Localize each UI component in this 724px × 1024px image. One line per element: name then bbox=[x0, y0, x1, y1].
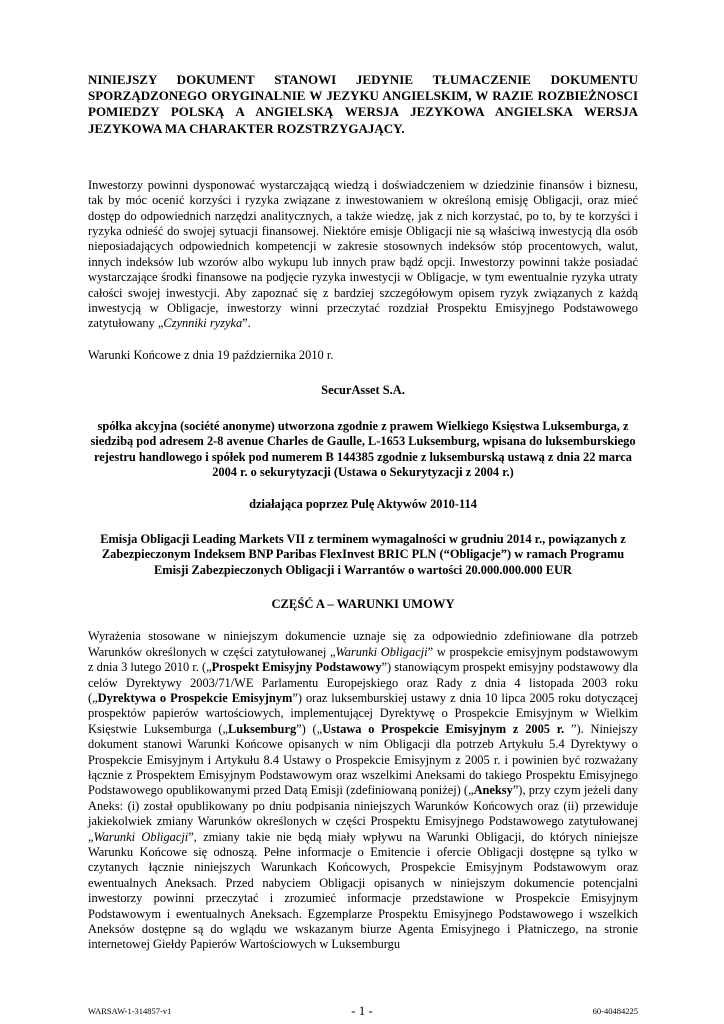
footer-reference-number: 60-40484225 bbox=[592, 1006, 638, 1016]
page-number: - 1 - bbox=[351, 1003, 373, 1018]
final-terms-date: Warunki Końcowe z dnia 19 października 2010 r. bbox=[88, 347, 334, 362]
part-a-heading: CZĘŚĆ A – WARUNKI UMOWY bbox=[271, 596, 455, 611]
footer-document-id: WARSAW-1-314857-v1 bbox=[88, 1006, 172, 1016]
risk-factors-title: Czynniki ryzyka bbox=[163, 316, 243, 331]
investor-warning-paragraph: Inwestorzy powinni dysponować wystarczającą wiedzą i doświadczeniem w dziedzinie finansów i biznesu, tak by móc ocenić korzyści i ryzyka związane z inwestowaniem w określoną emisję Obligacji, oraz mieć dostęp do odpowiednich narzędzi analitycznych, a także wiedzę, jak z nich korzystać, po to, by te korzyści i ryzyka odnieść do swojej sytuacji finansowej. Niektóre emisje Obligacji nie są właściwą inwestycją dla osób nieposiadających odpowiednich kompetencji w zakresie stosownych indeksów stóp procentowych, walut, innych indeksów lub wzorów albo wykupu lub innych praw bądź opcji. Inwestorzy powinni także posiadać wystarczające środki finansowe na podjęcie ryzyka inwestycji w Obligacje, w tym ewentualnie ryzyka utraty całości swojej inwestycji. Aby zapoznać się z bardziej szczegółowym opisem ryzyk związanych z każdą inwestycją w Obligacje, inwestorzy winni przeczytać rozdział Prospektu Emisyjnego Podstawowego zatytułowany „Czynniki ryzyka”. bbox=[88, 177, 638, 331]
issuer-name: SecurAsset S.A. bbox=[321, 383, 405, 398]
issuer-description: spółka akcyjna (société anonyme) utworzona zgodnie z prawem Wielkiego Księstwa Luksemburga, z siedzibą pod adresem 2-8 avenue Charles de Gaulle, L-1653 Luksemburg, wpisana do luksemburskiego rejestru handlowego i spółek pod numerem B 144385 zgodnie z luksemburską ustawą z dnia 22 marca 2004 r. o sekurytyzacji (Ustawa o Sekurytyzacji z 2004 r.) bbox=[90, 418, 636, 479]
terms-paragraph: Wyrażenia stosowane w niniejszym dokumencie uznaje się za odpowiednio zdefiniowane dla potrzeb Warunków określonych w części zatytułowanej „Warunki Obligacji” w prospekcie emisyjnym podstawowym z dnia 3 lutego 2010 r. („Prospekt Emisyjny Podstawowy”) stanowiącym prospekt emisyjny podstawowy dla celów Dyrektywy 2003/71/WE Parlamentu Europejskiego oraz Rady z dnia 4 listopada 2003 roku („Dyrektywa o Prospekcie Emisyjnym”) oraz luksemburskiej ustawy z dnia 10 lipca 2005 roku dotyczącej prospektów papierów wartościowych, implementującej Dyrektywę o Prospekcie Emisyjnym w Wielkim Księstwie Luksemburga („Luksemburg”) („Ustawa o Prospekcie Emisyjnym z 2005 r. ”). Niniejszy dokument stanowi Warunki Końcowe opisanych w nim Obligacji dla potrzeb Artykułu 5.4 Dyrektywy o Prospekcie Emisyjnym i Artykułu 8.4 Ustawy o Prospekcie Emisyjnym z 2005 r. i powinien być rozważany łącznie z Prospektem Emisyjnym Podstawowym oraz wszelkimi Aneksami do takiego Prospektu Emisyjnego Podstawowego opublikowanymi przed Datą Emisji (zdefiniowaną poniżej) („Aneksy”), przy czym jeżeli dany Aneks: (i) został opublikowany po dniu podpisania niniejszych Warunków Końcowych oraz (ii) przewiduje jakiekolwiek zmiany Warunków określonych w części Prospektu Emisyjnego Podstawowego zatytułowanej „Warunki Obligacji”, zmiany takie nie będą miały wpływu na Warunki Obligacji, do których niniejsze Warunku Końcowe się odnoszą. Pełne informacje o Emitencie i ofercie Obligacji dostępne są tylko w czytanych łącznie niniejszych Warunkach Końcowych, Prospekcie Emisyjnym Podstawowym oraz ewentualnych Aneksach. Przed nabyciem Obligacji opisanych w niniejszym dokumencie potencjalni inwestorzy powinni przeczytać i zrozumieć informacje przedstawione w Prospekcie Emisyjnym Podstawowym i ewentualnych Aneksach. Egzemplarze Prospektu Emisyjnego Podstawowego i wszelkich Aneksów dostępne są do wglądu we wskazanym biurze Agenta Emisyjnego i Płatniczego, na stronie internetowej Giełdy Papierów Wartościowych w Luksemburgu bbox=[88, 629, 639, 952]
document-page bbox=[88, 72, 638, 953]
emission-title: Emisja Obligacji Leading Markets VII z terminem wymagalności w grudniu 2014 r., powiązanych z Zabezpieczonym Indeksem BNP Paribas FlexInvest BRIC PLN (“Obligacje”) w ramach Programu Emisji Zabezpieczonych Obligacji i Warrantów o wartości 20.000.000.000 EUR bbox=[100, 531, 626, 577]
translation-disclaimer: NINIEJSZY DOKUMENT STANOWI JEDYNIE TŁUMACZENIE DOKUMENTU SPORZĄDZONEGO ORYGINALNIE W JEZYKU ANGIELSKIM, W RAZIE ROZBIEŻNOSCI POMIEDZY POLSKĄ A ANGIELSKĄ WERSJA JEZYKOWA ANGIELSKA WERSJA JEZYKOWA MA CHARAKTER ROZSTRZYGAJĄCY. bbox=[88, 72, 638, 136]
asset-pool: działająca poprzez Pulę Aktywów 2010-114 bbox=[249, 497, 477, 512]
